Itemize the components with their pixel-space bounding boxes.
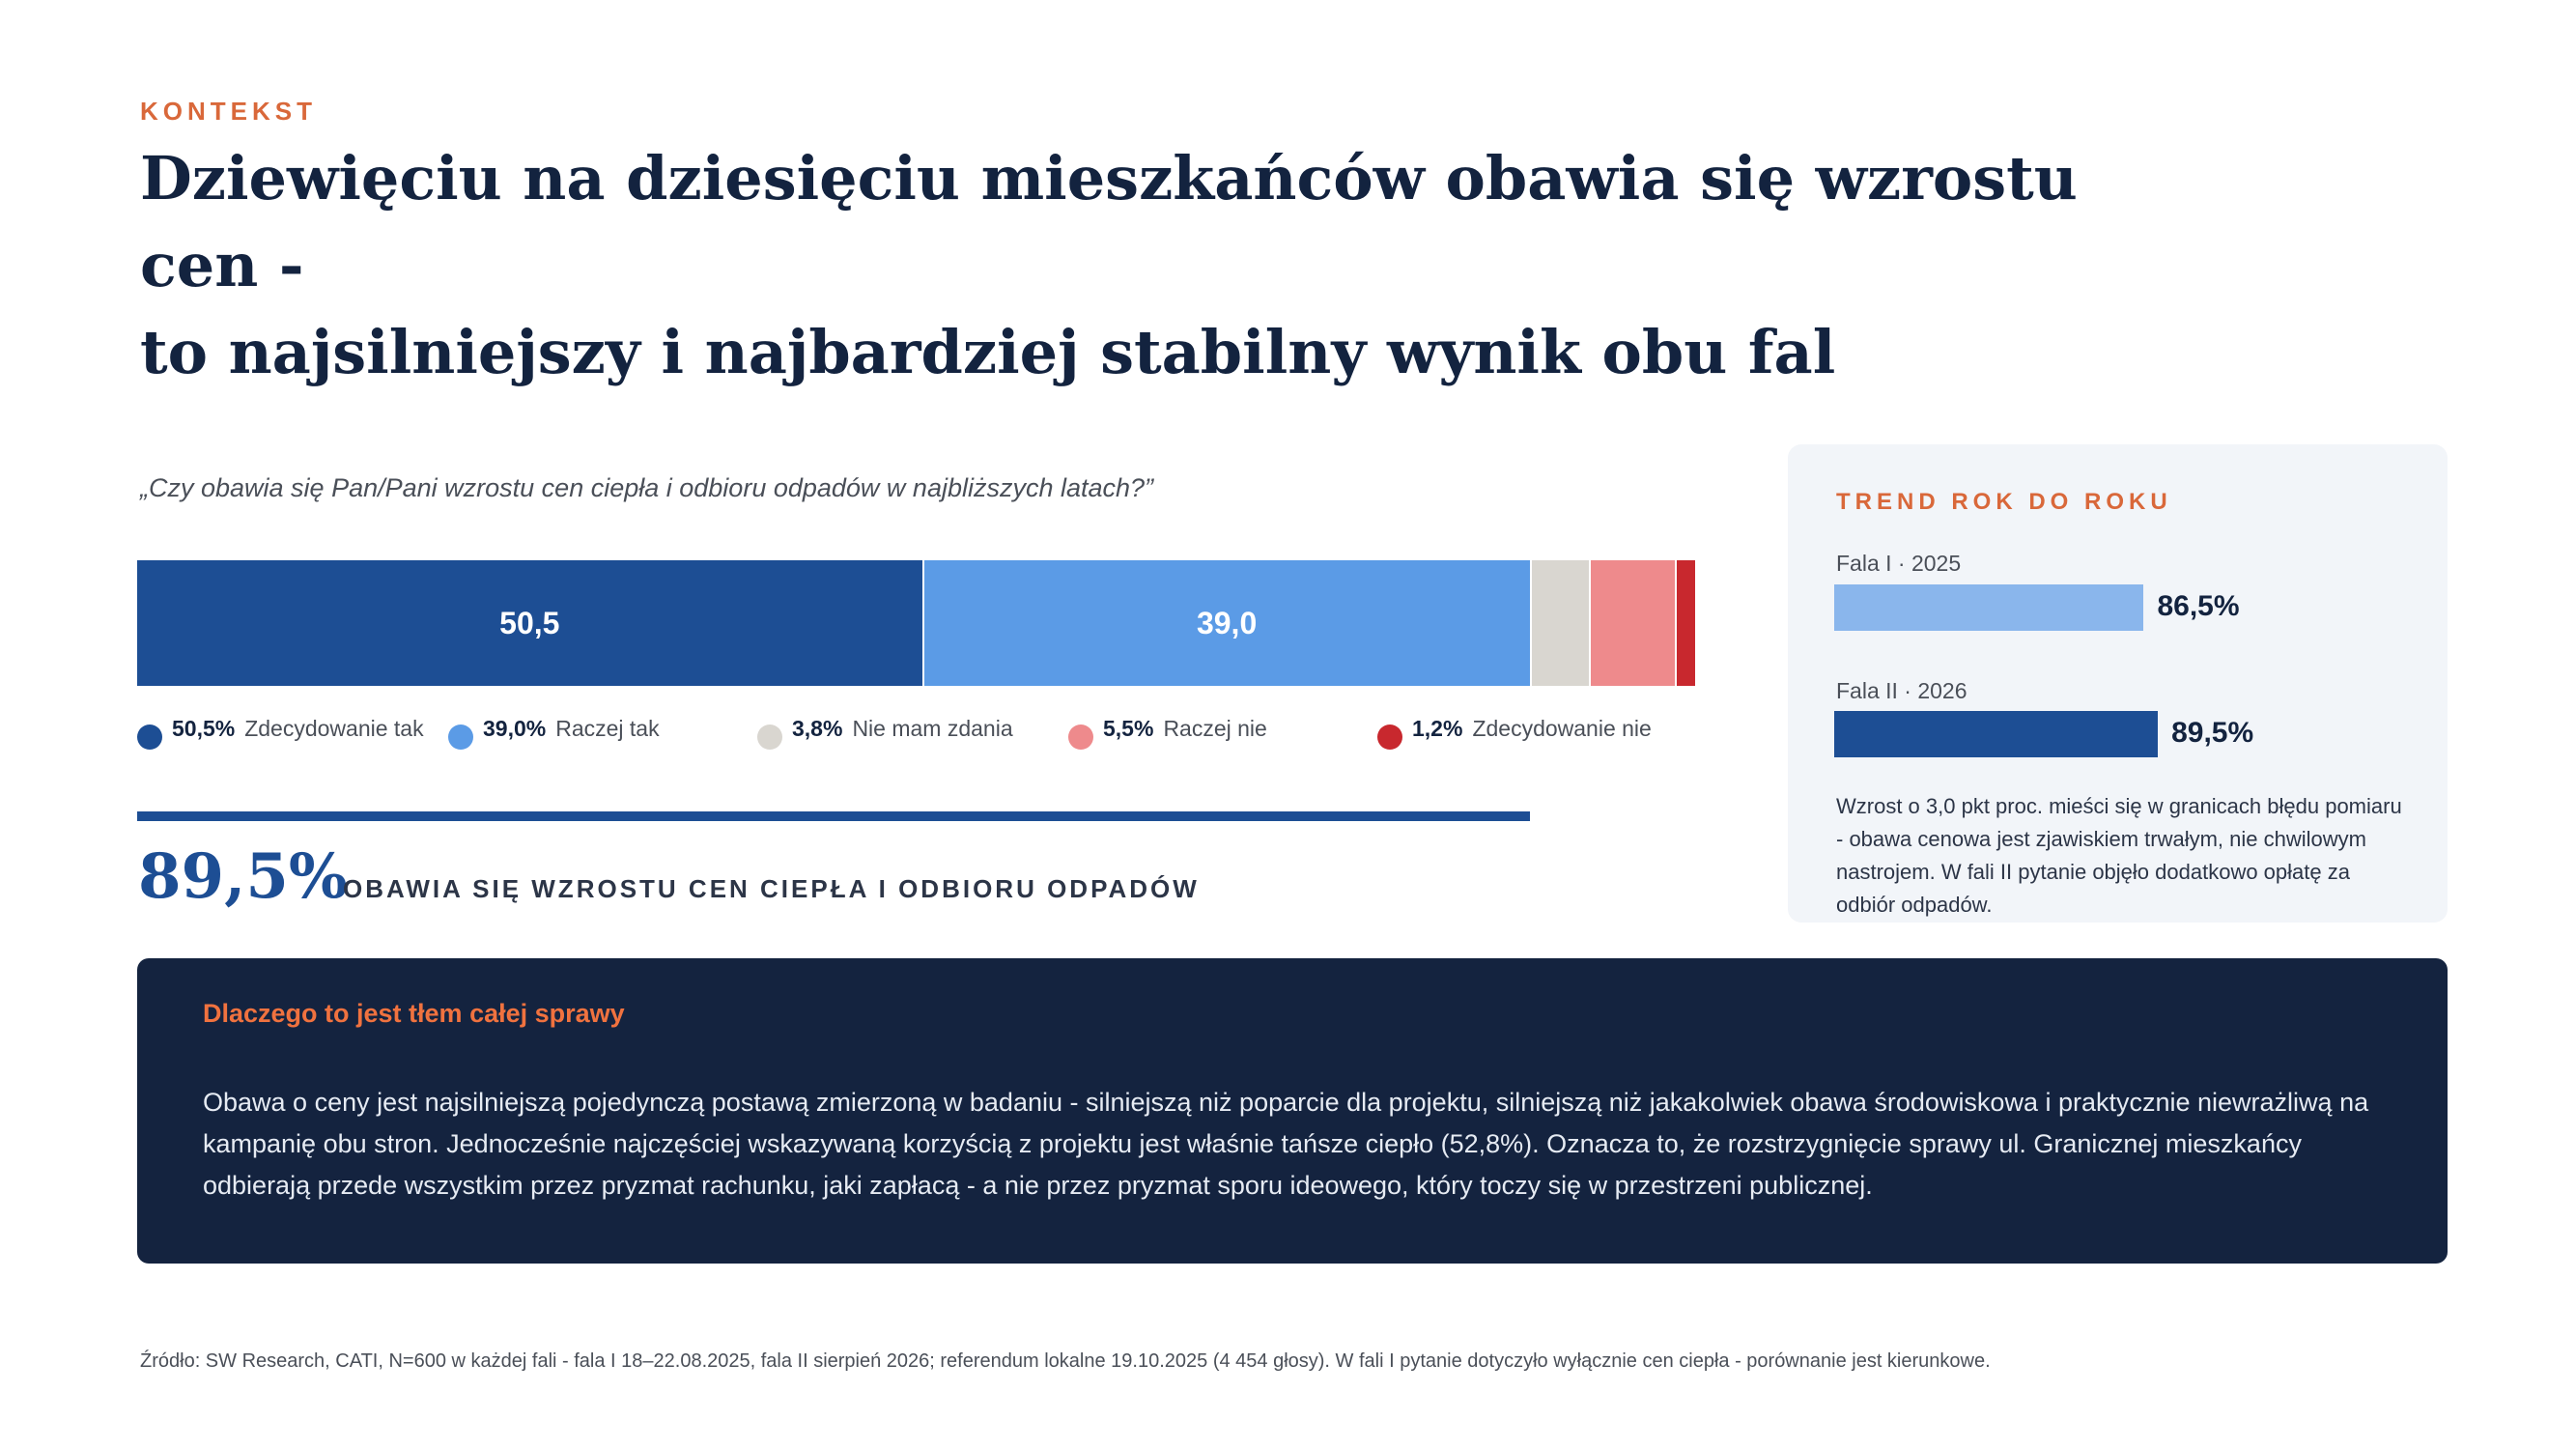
bar-segment-2 [924, 560, 1532, 686]
trend-bar-value: 89,5% [2171, 717, 2254, 749]
trend-bar-value: 86,5% [2157, 590, 2240, 622]
bar-segment-1 [137, 560, 924, 686]
legend-value: 5,5% [1103, 715, 1154, 741]
trend-bar-2 [1834, 711, 2158, 757]
trend-wave-label: Fala II · 2026 [1836, 678, 1967, 703]
legend-item [137, 707, 424, 750]
legend-value: 50,5% [172, 715, 236, 741]
trend-bar-1 [1834, 584, 2143, 631]
eyebrow-label: KONTEKST [140, 97, 317, 126]
trend-note: Wzrost o 3,0 pkt proc. mieści się w granicach błędu pomiaru - obawa cenowa jest zjawiskiem trwałym, nie chwilowym nastrojem. W fali II pytanie objęło dodatkowo opłatę za odbiór odpadów. [1836, 794, 2402, 917]
stacked-bar-chart [137, 560, 1695, 686]
source-note: Źródło: SW Research, CATI, N=600 w każdej fali - fala I 18–22.08.2025, fala II sierpień 2026; referendum lokalne 19.10.2025 (4 454 głosy). W fali I pytanie dotyczyło wyłącznie cen ciepła - porównanie jest kierunkowe. [140, 1350, 1991, 1372]
insight-title: Dlaczego to jest tłem całej sprawy [203, 999, 625, 1028]
legend-item [1068, 707, 1267, 750]
legend-value: 3,8% [792, 715, 843, 741]
bar-segment-label: 50,5 [499, 605, 560, 640]
legend-value: 1,2% [1412, 715, 1463, 741]
summary-rule [137, 811, 1530, 821]
legend-item [1377, 707, 1652, 750]
legend-label: Zdecydowanie tak [244, 715, 424, 741]
trend-panel [1788, 444, 2448, 923]
bar-segment-3 [1532, 560, 1591, 686]
legend-swatch [1068, 724, 1093, 750]
legend-swatch [1377, 724, 1402, 750]
legend-label: Raczej nie [1163, 715, 1267, 741]
legend-item [448, 707, 660, 750]
legend-label: Raczej tak [555, 715, 660, 741]
legend-label: Nie mam zdania [852, 715, 1013, 741]
chart-legend [137, 707, 1721, 746]
legend-swatch [757, 724, 782, 750]
summary-value: 89,5% [138, 840, 348, 913]
survey-question: „Czy obawia się Pan/Pani wzrostu cen ciepła i odbioru odpadów w najbliższych latach?” [140, 473, 1154, 502]
page-title-line-1: Dziewięciu na dziesięciu mieszkańców obawia się wzrostu cen - [140, 143, 2078, 300]
legend-swatch [137, 724, 162, 750]
bar-segment-4 [1591, 560, 1677, 686]
bar-segment-label: 39,0 [1196, 605, 1258, 640]
insight-box [137, 958, 2448, 1264]
legend-item [757, 707, 1013, 750]
insight-body: Obawa o ceny jest najsilniejszą pojedynczą postawą zmierzoną w badaniu - silniejszą niż poparcie dla projektu, silniejszą niż jakakolwiek obawa środowiskowa i praktycznie niewrażliwą na kampanię obu stron. Jednocześnie najczęściej wskazywaną korzyścią z projektu jest właśnie tańsze ciepło (52,8%). Oznacza to, że rozstrzygnięcie sprawy ul. Granicznej mieszkańcy odbierają przede wszystkim przez pryzmat rachunku, jaki zapłacą - a nie przez pryzmat sporu ideowego, który toczy się w przestrzeni publicznej. [203, 1088, 2369, 1200]
trend-wave-label: Fala I · 2025 [1836, 551, 1962, 576]
legend-value: 39,0% [483, 715, 547, 741]
legend-swatch [448, 724, 473, 750]
trend-title: TREND ROK DO ROKU [1836, 489, 2172, 515]
bar-segment-5 [1677, 560, 1695, 686]
page-title-line-2: to najsilniejszy i najbardziej stabilny wynik obu fal [140, 317, 1836, 387]
legend-label: Zdecydowanie nie [1472, 715, 1652, 741]
summary-label: OBAWIA SIĘ WZROSTU CEN CIEPŁA I ODBIORU ODPADÓW [343, 874, 1200, 903]
page-title [140, 135, 2168, 396]
